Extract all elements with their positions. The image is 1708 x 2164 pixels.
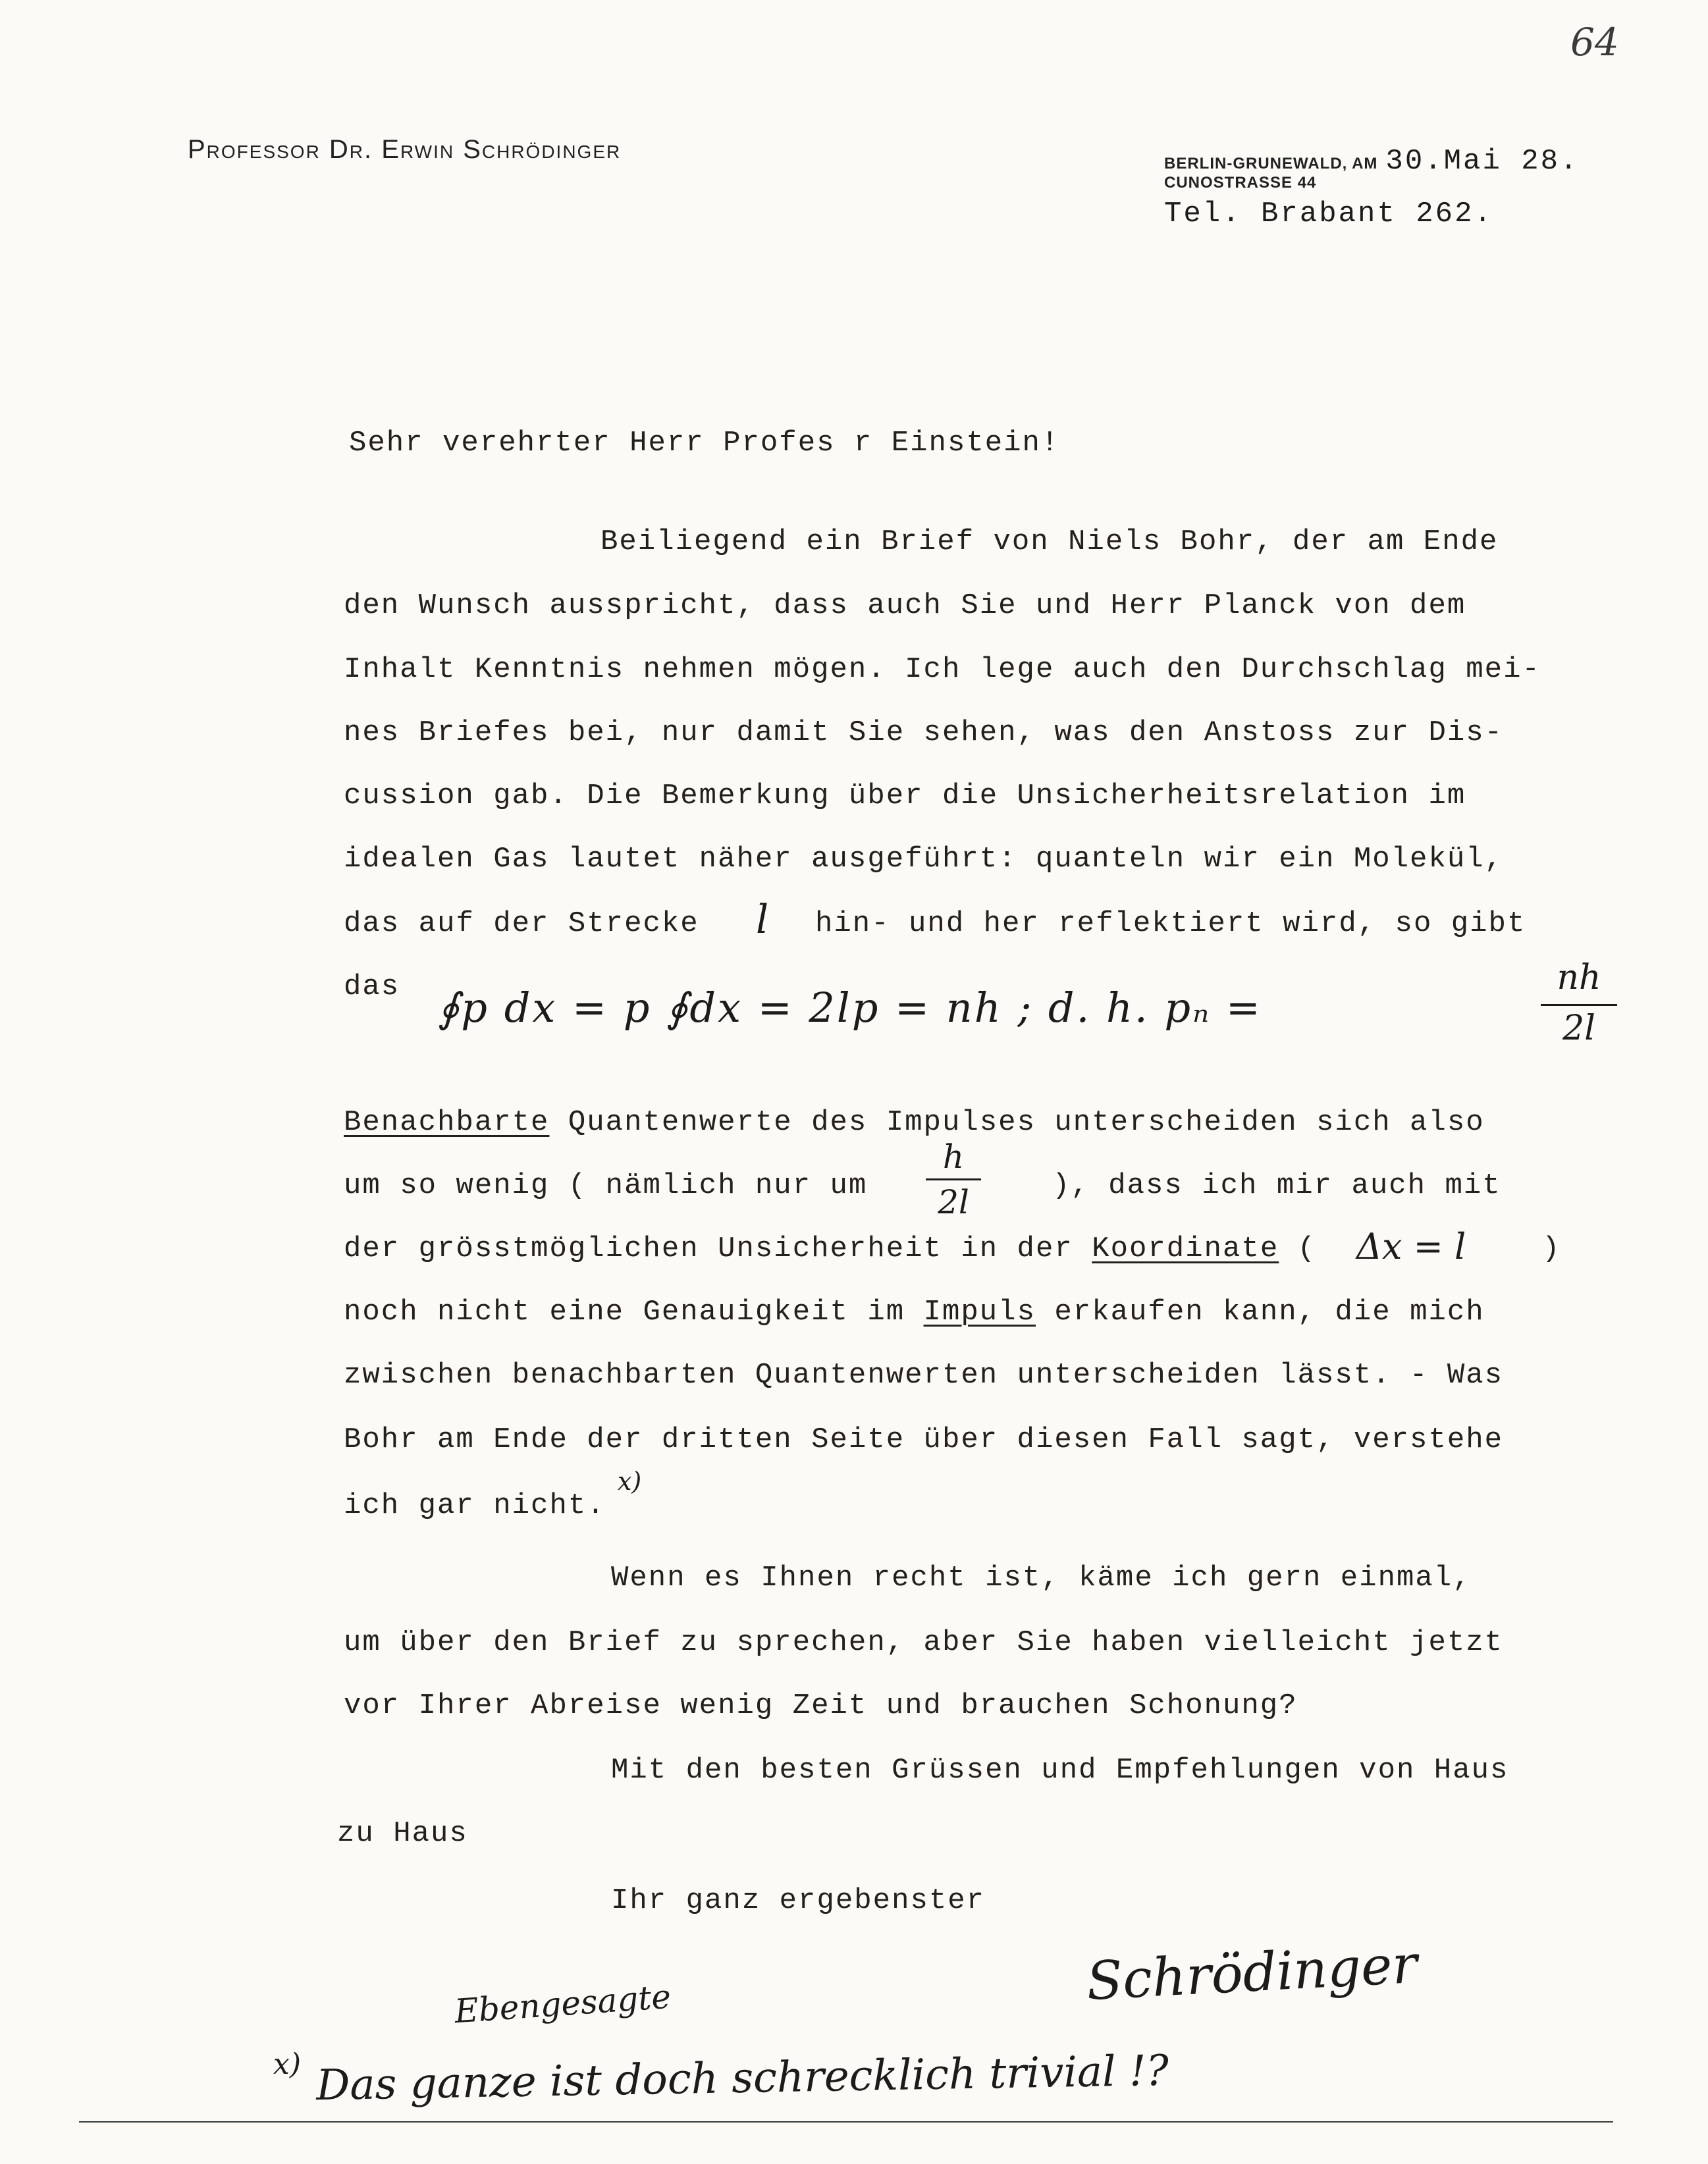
open-paren: ( — [1297, 1232, 1317, 1265]
body-line-11 — [344, 1232, 1316, 1265]
sender-address — [1164, 145, 1579, 230]
letter-date: 30.Mai 28. — [1385, 145, 1580, 178]
body-line-7b: hin- und her reflektiert wird, so gibt — [815, 907, 1526, 940]
body-line-15: ich gar nicht. — [344, 1489, 606, 1522]
bottom-rule — [79, 2121, 1613, 2123]
body-line-19: Mit den besten Grüssen und Empfehlungen von Haus — [611, 1754, 1509, 1787]
body-line-16: Wenn es Ihnen recht ist, käme ich gern einmal, — [611, 1562, 1472, 1595]
body-line-4: nes Briefes bei, nur damit Sie sehen, was den Anstoss zur Dis- — [344, 716, 1504, 749]
handwritten-variable-l: l — [756, 897, 769, 943]
handwritten-delta-x: Δx = l — [1356, 1226, 1466, 1267]
signature: Schrödinger — [1084, 1933, 1419, 2013]
body-line-13: zwischen benachbarten Quantenwerten unterscheiden lässt. - Was — [344, 1359, 1504, 1392]
body-line-14: Bohr am Ende der dritten Seite über diesen Fall sagt, verstehe — [344, 1423, 1504, 1456]
body-line-2: den Wunsch ausspricht, dass auch Sie und Herr Planck von dem — [344, 589, 1466, 622]
body-line-12-start: noch nicht eine Genauigkeit im — [344, 1296, 905, 1329]
footnote-mark: x) — [273, 2047, 301, 2081]
body-line-8a: das — [344, 970, 400, 1003]
body-line-9 — [344, 1106, 1485, 1139]
underlined-benachbarte: Benachbarte — [344, 1106, 550, 1139]
body-line-12 — [344, 1296, 1485, 1329]
formula-fraction-numerator: nh — [1557, 958, 1601, 997]
body-line-7a: das auf der Strecke — [344, 907, 699, 940]
folio-number: 64 — [1570, 20, 1619, 65]
body-line-11-start: der grösstmöglichen Unsicherheit in der — [344, 1232, 1073, 1265]
handwritten-formula: ∮p dx = p ∮dx = 2lp = nh ; d. h. pₙ = — [438, 984, 1262, 1032]
letterhead-city: BERLIN-GRUNEWALD, AM — [1164, 155, 1378, 172]
body-line-10b: ), dass ich mir auch mit — [1052, 1169, 1501, 1202]
formula-fraction-bar — [1541, 1004, 1617, 1006]
underlined-impuls: Impuls — [923, 1296, 1036, 1329]
body-line-12-rest: erkaufen kann, die mich — [1054, 1296, 1485, 1329]
close-paren: ) — [1542, 1232, 1561, 1265]
salutation: Sehr verehrter Herr Profes r Einstein! — [349, 427, 1060, 460]
telephone-number: Tel. Brabant 262. — [1164, 198, 1493, 230]
body-line-5: cussion gab. Die Bemerkung über die Unsicherheitsrelation im — [344, 779, 1466, 812]
body-line-1: Beiliegend ein Brief von Niels Bohr, der am Ende — [600, 525, 1499, 558]
body-line-10a: um so wenig ( nämlich nur um — [344, 1169, 868, 1202]
formula-fraction-denominator: 2l — [1562, 1009, 1595, 1048]
body-line-17: um über den Brief zu sprechen, aber Sie haben vielleicht jetzt — [344, 1626, 1504, 1659]
body-line-6: idealen Gas lautet näher ausgeführt: quanteln wir ein Molekül, — [344, 843, 1504, 876]
letterhead-name: Professor Dr. Erwin Schrödinger — [188, 135, 622, 164]
body-line-3: Inhalt Kenntnis nehmen mögen. Ich lege auch den Durchschlag mei- — [344, 653, 1541, 686]
fraction-bar-h — [926, 1178, 981, 1180]
underlined-koordinate: Koordinate — [1092, 1232, 1279, 1265]
footnote-insertion: Ebengesagte — [453, 1977, 672, 2031]
footnote-reference-mark: x) — [618, 1467, 642, 1496]
footnote-text: Das ganze ist doch schrecklich trivial !? — [315, 2046, 1169, 2111]
body-line-18: vor Ihrer Abreise wenig Zeit und brauchen Schonung? — [344, 1689, 1298, 1722]
closing: Ihr ganz ergebenster — [611, 1884, 986, 1917]
body-line-20: zu Haus — [337, 1817, 468, 1850]
letterhead-street: CUNOSTRASSE 44 — [1164, 174, 1317, 192]
fraction-numerator-h: h — [942, 1138, 965, 1176]
fraction-denominator-2l: 2l — [938, 1183, 969, 1221]
body-line-9-rest: Quantenwerte des Impulses unterscheiden sich also — [568, 1106, 1485, 1139]
